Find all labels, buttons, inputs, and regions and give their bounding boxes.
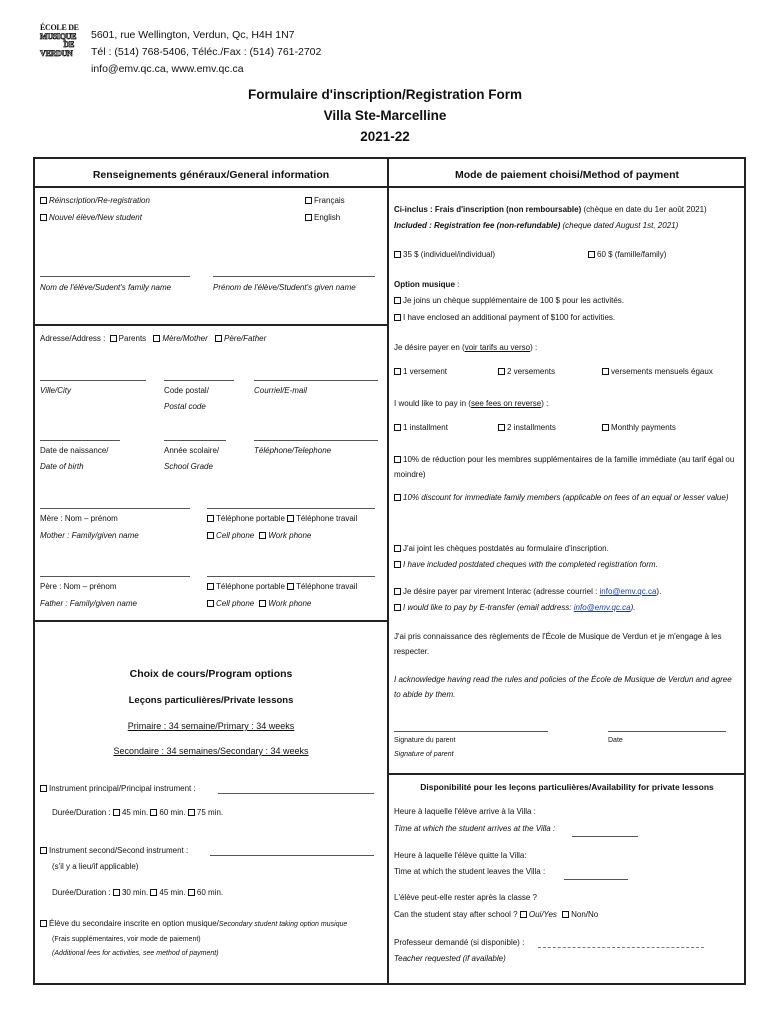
interac-email-link[interactable]: info@emv.qc.ca [599,587,657,596]
checkbox[interactable] [562,911,569,918]
teacher-request-field[interactable] [538,947,704,948]
checkbox[interactable] [602,368,609,375]
date-field[interactable] [608,731,726,732]
checkbox[interactable] [40,785,47,792]
checkbox[interactable] [588,251,595,258]
grade-field[interactable] [164,440,226,441]
divider [389,186,744,188]
divider [389,773,744,775]
mother-name-field[interactable] [40,508,190,509]
principal-instrument-field[interactable] [218,793,374,794]
option-musique-fr[interactable]: Je joins un chèque supplémentaire de 100 $ pour les activités. [394,296,624,305]
monthly-payments-en-option[interactable]: Monthly payments [602,423,676,432]
form-title: Formulaire d'inscription/Registration Form [248,87,522,102]
etransfer-email-link[interactable]: info@emv.qc.ca [573,603,631,612]
mother-phone-types-fr: Téléphone portable Téléphone travail [207,514,357,523]
interac-fr[interactable]: Je désire payer par virement Interac (adresse courriel : info@emv.qc.ca). [394,587,661,596]
given-name-field[interactable] [213,276,375,277]
general-info-heading: Renseignements généraux/General information [92,169,330,181]
checkbox[interactable] [498,368,505,375]
checkbox[interactable] [40,920,47,927]
mother-label-1: Mère : Nom – prénom [40,514,118,523]
telephone-field[interactable] [254,440,378,441]
checkbox[interactable] [394,424,401,431]
checkbox[interactable] [207,515,214,522]
father-name-field[interactable] [40,576,190,577]
arrive-time-field[interactable] [572,836,638,837]
private-lessons-heading: Leçons particulières/Private lessons [128,695,294,706]
family-name-field[interactable] [40,276,190,277]
address-row: Adresse/Address : Parents Mère/Mother Père/Father [40,334,267,343]
pay-in-fr: Je désire payer en (voir tarifs au verso) : [394,343,538,352]
checkbox[interactable] [394,456,401,463]
checkbox[interactable] [40,847,47,854]
new-student-option[interactable]: Nouvel élève/New student [40,213,142,222]
principal-duration-row: Durée/Duration : 45 min. 60 min. 75 min. [52,808,224,817]
checkbox[interactable] [394,297,401,304]
signature-label-en: Signature of parent [394,751,454,758]
checkbox[interactable] [394,604,401,611]
checkbox[interactable] [207,583,214,590]
postal-code-label-2: Postal code [164,402,206,411]
checkbox[interactable] [150,889,157,896]
checkbox[interactable] [188,809,195,816]
dob-label-2: Date of birth [40,462,84,471]
father-label-2: Father : Family/given name [40,599,137,608]
grade-label-1: Année scolaire/ [164,446,220,455]
principal-instrument-option[interactable]: Instrument principal/Principal instrument : [40,784,196,793]
postdated-en[interactable]: I have included postdated cheques with the completed registration form. [394,560,658,569]
teacher-request-en: Teacher requested (if available) [394,954,506,963]
secondary-weeks: Secondaire : 34 semaines/Secondary : 34 weeks [113,746,309,756]
signature-label-fr: Signature du parent [394,737,456,744]
divider [35,620,387,622]
arrive-time-en: Time at which the student arrives at the Villa : [394,824,556,833]
checkbox[interactable] [394,561,401,568]
two-installments-option[interactable]: 2 installments [498,423,556,432]
leave-time-en: Time at which the student leaves the Villa : [394,867,546,876]
checkbox[interactable] [188,889,195,896]
rules-en: I acknowledge having read the rules and policies of the École de Musique de Verdun and agree to abide by them. [394,675,732,699]
option-musique-student[interactable]: Élève du secondaire inscrite en option musique/Secondary student taking option musique [40,919,347,928]
two-payments-option[interactable]: 2 versements [498,367,555,376]
one-installment-option[interactable]: 1 installment [394,423,448,432]
checkbox[interactable] [394,314,401,321]
checkbox[interactable] [394,494,401,501]
logo-line-4: VERDUN [40,48,73,58]
email-label: Courriel/E-mail [254,386,307,395]
telephone-label: Téléphone/Telephone [254,446,332,455]
school-logo [40,23,79,58]
school-phone: Tél : (514) 768-5406, Téléc./Fax : (514) 761-2702 [91,46,322,58]
checkbox[interactable] [40,214,47,221]
checkbox[interactable] [215,335,222,342]
program-heading: Choix de cours/Program options [129,668,293,680]
postdated-fr[interactable]: J'ai joint les chèques postdatés au formulaire d'inscription. [394,544,609,553]
french-option[interactable]: Français [305,196,345,205]
checkbox[interactable] [153,335,160,342]
checkbox[interactable] [394,251,401,258]
stay-after-fr: L'élève peut-elle rester après la classe ? [394,893,537,902]
teacher-request-fr: Professeur demandé (si disponible) : [394,938,525,947]
one-payment-option[interactable]: 1 versement [394,367,447,376]
fees-link-fr[interactable]: voir tarifs au verso [464,343,531,352]
checkbox[interactable] [498,424,505,431]
checkbox[interactable] [394,545,401,552]
family-name-label: Nom de l'élève/Sudent's family name [40,283,172,292]
rules-fr: J'ai pris connaissance des règlements de l'École de Musique de Verdun et je m'engage à les respecter. [394,632,722,656]
interac-en[interactable]: I would like to pay by E-transfer (email address: info@emv.qc.ca). [394,603,636,612]
monthly-payments-fr-option[interactable]: versements mensuels égaux [602,367,713,376]
registration-fee-en: Included : Registration fee (non-refundable) (cheque dated August 1st, 2021) [394,221,679,230]
checkbox[interactable] [207,532,214,539]
registration-fee-fr: Ci-inclus : Frais d'inscription (non remboursable) (chèque en date du 1er août 2021) [394,205,707,214]
fees-link-en[interactable]: see fees on reverse [470,399,542,408]
second-duration-row: Durée/Duration : 30 min. 45 min. 60 min. [52,888,224,897]
discount-en[interactable]: 10% discount for immediate family members (applicable on fees of an equal or lesser value) [394,490,740,505]
checkbox[interactable] [394,588,401,595]
city-field[interactable] [40,380,146,381]
father-phone-types-en: Cell phone Work phone [207,599,311,608]
leave-time-fr: Heure à laquelle l'élève quitte la Villa: [394,851,527,860]
option-musique-title: Option musique : [394,280,460,289]
fee-family-option[interactable]: 60 $ (famille/family) [588,250,666,259]
checkbox[interactable] [259,532,266,539]
mother-label-2: Mother : Family/given name [40,531,139,540]
checkbox[interactable] [287,583,294,590]
dob-label-1: Date de naissance/ [40,446,109,455]
logo-line-3: DE [63,40,74,50]
arrive-time-fr: Heure à laquelle l'élève arrive à la Villa : [394,807,536,816]
dob-field[interactable] [40,440,120,441]
checkbox[interactable] [602,424,609,431]
school-address: 5601, rue Wellington, Verdun, Qc, H4H 1N7 [91,29,295,41]
discount-fr[interactable]: 10% de réduction pour les membres supplémentaires de la famille immédiate (au tarif égal ou moindre) [394,455,735,479]
form-year: 2021-22 [360,129,410,144]
second-instrument-field[interactable] [210,855,374,856]
checkbox[interactable] [394,368,401,375]
checkbox[interactable] [113,809,120,816]
availability-heading: Disponibilité pour les leçons particulières/Availability for private lessons [420,782,714,792]
pay-in-en: I would like to pay in (see fees on reverse) : [394,399,549,408]
option-musique-en[interactable]: I have enclosed an additional payment of $100 for activities. [394,313,615,322]
checkbox[interactable] [150,809,157,816]
checkbox[interactable] [305,197,312,204]
father-label-1: Père : Nom – prénom [40,582,117,591]
divider [35,186,387,188]
grade-label-2: School Grade [164,462,213,471]
checkbox[interactable] [40,197,47,204]
additional-fees-en: (Additional fees for activities, see method of payment) [52,950,219,957]
father-phone-field[interactable] [207,576,375,577]
fee-individual-option[interactable]: 35 $ (individuel/individual) [394,250,495,259]
logo-line-1: ÉCOLE DE [40,23,79,32]
column-divider [387,159,389,983]
form-subtitle: Villa Ste-Marcelline [323,108,447,123]
checkbox[interactable] [520,911,527,918]
checkbox[interactable] [259,600,266,607]
primary-weeks: Primaire : 34 semaine/Primary : 34 weeks [127,721,295,731]
checkbox[interactable] [305,214,312,221]
signature-field[interactable] [394,731,548,732]
email-field[interactable] [254,380,378,381]
english-option[interactable]: English [305,213,340,222]
mother-phone-types-en: Cell phone Work phone [207,531,311,540]
postal-code-label-1: Code postal/ [164,386,209,395]
logo-line-2: MUSIQUE [40,31,77,41]
additional-fees-fr: (Frais supplémentaires, voir mode de paiement) [52,936,201,943]
if-applicable-note: (s'il y a lieu/if applicable) [52,862,139,871]
payment-heading: Mode de paiement choisi/Method of payment [454,169,680,181]
given-name-label: Prénom de l'élève/Student's given name [213,283,356,292]
mother-phone-field[interactable] [207,508,375,509]
date-label: Date [608,737,623,744]
postal-code-field[interactable] [164,380,234,381]
father-phone-types-fr: Téléphone portable Téléphone travail [207,582,357,591]
second-instrument-option[interactable]: Instrument second/Second instrument : [40,846,188,855]
stay-after-en: Can the student stay after school ? Oui/Yes Non/No [394,910,599,919]
checkbox[interactable] [287,515,294,522]
city-label: Ville/City [40,386,71,395]
divider [35,324,387,326]
reregistration-option[interactable]: Réinscription/Re-registration [40,196,150,205]
checkbox[interactable] [110,335,117,342]
checkbox[interactable] [113,889,120,896]
form-frame [33,157,746,985]
school-contact: info@emv.qc.ca, www.emv.qc.ca [91,63,244,75]
leave-time-field[interactable] [564,879,628,880]
checkbox[interactable] [207,600,214,607]
